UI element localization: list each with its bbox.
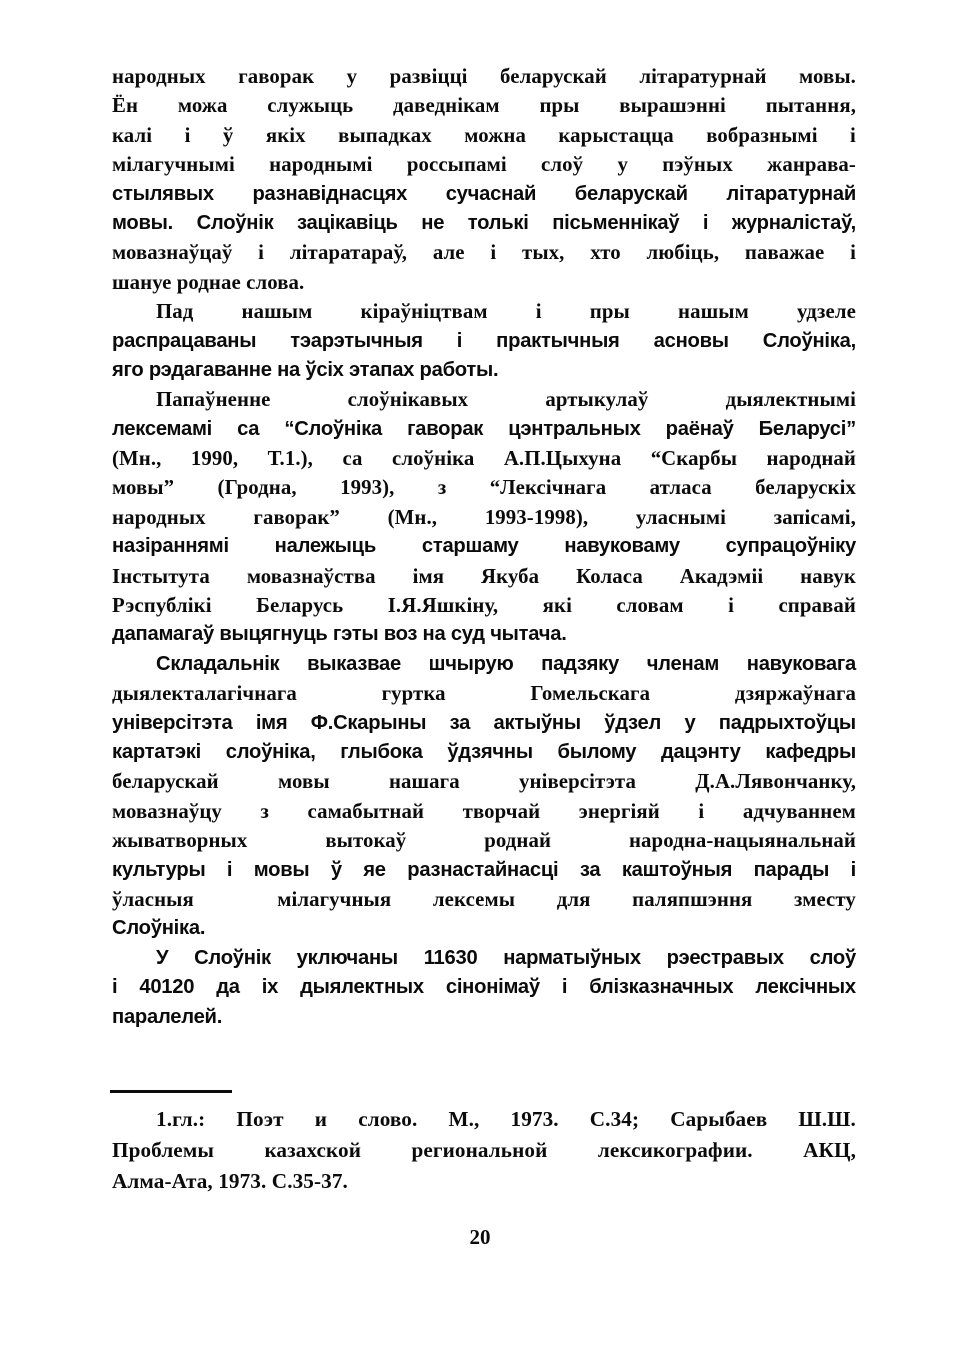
word: і [850, 123, 856, 147]
word: энергіяй [578, 799, 660, 823]
body-line [112, 91, 856, 120]
word: (Мн., [112, 447, 162, 471]
word: лексемамі [112, 417, 212, 440]
word: гуртка [381, 682, 446, 706]
word: 1.гл.: [156, 1107, 206, 1131]
word: парады [753, 858, 830, 881]
word: ў [330, 858, 342, 881]
word: народнымі [269, 153, 373, 177]
footnote-line [112, 1104, 856, 1135]
word: глыбока [340, 740, 423, 763]
word: картатэкі [112, 740, 202, 763]
word: и [314, 1107, 328, 1131]
word: дацэнту [660, 740, 741, 763]
paragraph [112, 297, 856, 385]
word: С.34; [589, 1107, 640, 1131]
body-line [112, 562, 856, 591]
word: і [456, 329, 463, 352]
word: дыялекталагічнага [112, 682, 297, 706]
body-line [112, 885, 856, 914]
word: нарматыўных [503, 946, 641, 969]
word: калі [112, 123, 153, 147]
footnote-line: Алма-Ата, 1973. С.35-37. [112, 1169, 348, 1193]
word: якіх [265, 123, 306, 147]
word: “Лексічнага [489, 476, 607, 500]
word: стылявых [112, 182, 214, 205]
body-line [112, 944, 856, 973]
word: тых, [522, 241, 565, 265]
word: мовы. [799, 65, 856, 88]
word: нашага [388, 770, 460, 794]
word: адчуваннем [742, 799, 856, 823]
word: Т.1.), [267, 447, 313, 471]
word: Ён [112, 94, 139, 118]
word: блізказначных [589, 976, 734, 999]
body-line [112, 856, 856, 885]
word: цэнтральных [508, 417, 641, 440]
word: дыялектных [300, 976, 424, 999]
word: рэестравых [666, 946, 784, 969]
word: казахской [264, 1138, 362, 1162]
word: кафедры [765, 740, 856, 763]
word: і [702, 211, 709, 234]
word: мовазнаўства [246, 564, 376, 588]
word: пры [589, 300, 630, 324]
word: “Скарбы [650, 447, 738, 471]
word: атласа [649, 476, 712, 500]
word: у [684, 711, 696, 734]
word: карыстацца [558, 123, 674, 147]
word: можа [177, 94, 228, 118]
body-line [112, 444, 856, 473]
word: раёнаў [665, 417, 734, 440]
word: пэўных [662, 153, 733, 177]
word: ў [222, 123, 234, 147]
word: пытання, [765, 94, 856, 118]
word: лексемы [432, 887, 516, 911]
word: іх [261, 976, 279, 999]
word: У [156, 946, 169, 969]
word: Слоўніка, [762, 329, 856, 352]
word: АКЦ, [803, 1138, 856, 1162]
body-line: яго рэдагаванне на ўсіх этапах работы. [112, 358, 499, 381]
word: служыць [267, 94, 354, 118]
word: мовазнаўцаў [112, 241, 233, 265]
word: належыць [274, 535, 376, 558]
page-number: 20 [469, 1225, 491, 1249]
word: народна-нацыянальнай [628, 829, 856, 853]
word: артыкулаў [545, 388, 649, 412]
word: ўдзячны [447, 740, 533, 763]
word: былому [557, 740, 637, 763]
word: паважае [744, 241, 825, 265]
body-line [112, 709, 856, 738]
word: региональной [411, 1138, 548, 1162]
word: запісамі, [773, 505, 856, 529]
word: да [216, 976, 240, 999]
body-line [112, 797, 856, 826]
word: навуковаму [564, 535, 680, 558]
word: тэарэтычныя [290, 329, 423, 352]
word: імя [255, 711, 288, 734]
word: Ш.Ш. [798, 1107, 856, 1131]
word: А.П.Цыхуна [503, 447, 622, 471]
word: і [698, 799, 705, 823]
word: лексикографии. [597, 1138, 753, 1162]
word: уласнымі [635, 505, 727, 529]
word: культуры [112, 858, 206, 881]
word: жыватворных [112, 829, 248, 853]
word: каштоўныя [621, 858, 733, 881]
word: ўласныя [112, 887, 194, 911]
paragraph [112, 385, 856, 650]
word: за [579, 858, 601, 881]
word: можна [464, 123, 526, 147]
word: гаворак” [253, 505, 340, 529]
paragraph [112, 650, 856, 944]
word: развіцці [389, 65, 468, 88]
body-line [112, 650, 856, 679]
word: падзяку [541, 652, 620, 675]
word: даведнікам [393, 94, 500, 118]
word: не [421, 211, 445, 234]
word: россыпамі [406, 153, 507, 177]
word: Акадэміі [679, 564, 764, 588]
word: выказвае [307, 652, 401, 675]
word: актыўны [493, 711, 581, 734]
word: Якуба [481, 564, 540, 588]
body-line: Слоўніка. [112, 917, 206, 940]
word: словам [616, 594, 684, 618]
word: пры [539, 94, 580, 118]
word: журналістаў, [731, 211, 856, 234]
word: 11630 [423, 946, 478, 969]
body-text [112, 62, 856, 1032]
word: і [561, 976, 568, 999]
word: мовы. [112, 211, 174, 234]
word: нашым [241, 300, 313, 324]
word: мовы” [112, 476, 175, 500]
word: беларускіх [755, 476, 856, 500]
word: Папаўненне [156, 388, 271, 412]
word: слово. [358, 1107, 418, 1131]
body-line: шануе роднае слова. [112, 270, 305, 294]
word: справай [778, 594, 856, 618]
word: сучаснай [445, 182, 537, 205]
word: зацікавіць [297, 211, 398, 234]
word: літаратурнай [726, 182, 856, 205]
word: у [617, 153, 628, 177]
word: распрацаваны [112, 329, 257, 352]
word: мовы [253, 858, 310, 881]
word: са [237, 417, 260, 440]
word: слоў [541, 153, 584, 177]
word: мовазнаўцу [112, 799, 222, 823]
word: Проблемы [112, 1138, 214, 1162]
footnote-block [112, 1104, 856, 1197]
footnote-line [112, 1135, 856, 1166]
word: Коласа [576, 564, 643, 588]
word: і [850, 241, 856, 265]
word: Слоўнік [196, 211, 274, 234]
word: (Мн., [387, 505, 438, 529]
word: шчырую [428, 652, 514, 675]
body-line [112, 150, 856, 179]
word: Беларусі” [758, 417, 856, 440]
word: слоўніка, [225, 740, 316, 763]
word: і [850, 858, 856, 881]
body-line [112, 297, 856, 326]
paragraph [112, 62, 856, 297]
word: сінонімаў [445, 976, 540, 999]
word: Пад [156, 300, 194, 324]
word: Поэт [236, 1107, 284, 1131]
word: паляпшэння [632, 887, 753, 911]
word: жанрава- [767, 153, 856, 177]
word: асновы [653, 329, 729, 352]
word: Рэспублікі [112, 594, 212, 618]
word: беларускай [500, 65, 607, 88]
paragraph [112, 944, 856, 1032]
word: пісьменнікаў [552, 211, 680, 234]
word: беларускай [112, 770, 219, 794]
word: мілагучныя [277, 887, 392, 911]
word: беларускай [574, 182, 688, 205]
word: народнай [766, 447, 856, 471]
word: гаворак [238, 65, 315, 88]
word: слоў [809, 946, 856, 969]
word: літаратараў, [289, 241, 408, 265]
word: слоўніка [392, 447, 475, 471]
word: імя [412, 564, 445, 588]
body-line [112, 62, 856, 91]
word: Ф.Скарыны [310, 711, 427, 734]
word: разнастайнасці [407, 858, 559, 881]
word: гаворак [407, 417, 484, 440]
word: у [346, 65, 358, 88]
word: за [449, 711, 471, 734]
word: народных [112, 65, 206, 88]
word: роднай [484, 829, 552, 853]
word: Сарыбаев [670, 1107, 768, 1131]
word: і [112, 976, 118, 999]
word: вобразнымі [706, 123, 818, 147]
word: 1973. [510, 1107, 559, 1131]
body-line [112, 473, 856, 502]
word: ўдзел [604, 711, 662, 734]
word: любіць, [646, 241, 720, 265]
word: і [535, 300, 542, 324]
word: 1993-1998), [484, 505, 589, 529]
body-line [112, 532, 856, 561]
body-line: паралелей. [112, 1005, 223, 1028]
word: літаратурнай [639, 65, 767, 88]
body-line [112, 503, 856, 532]
word: універсітэта [112, 711, 233, 734]
word: Д.А.Лявончанку, [695, 770, 856, 794]
body-line [112, 591, 856, 620]
word: назіраннямі [112, 535, 229, 558]
body-line [112, 327, 856, 356]
body-line [112, 738, 856, 767]
word: вырашэнні [619, 94, 726, 118]
word: членам [646, 652, 720, 675]
word: які [542, 594, 572, 618]
word: мовы [278, 770, 330, 794]
word: вытокаў [325, 829, 407, 853]
word: Інстытута [112, 564, 210, 588]
body-line [112, 767, 856, 796]
body-line [112, 121, 856, 150]
word: уключаны [296, 946, 398, 969]
word: навуковага [746, 652, 856, 675]
word: і [184, 123, 191, 147]
body-line [112, 973, 856, 1002]
word: Слоўнік [194, 946, 271, 969]
body-line [112, 385, 856, 414]
word: з [437, 476, 447, 500]
word: 40120 [139, 976, 195, 999]
body-line [112, 415, 856, 444]
word: але [432, 241, 465, 265]
word: М., [448, 1107, 480, 1131]
word: І.Я.Яшкіну, [387, 594, 499, 618]
word: навук [800, 564, 856, 588]
word: “Слоўніка [284, 417, 383, 440]
footnote-separator-rule [110, 1090, 232, 1093]
word: самабытнай [307, 799, 425, 823]
body-line [112, 209, 856, 238]
word: дзяржаўнага [734, 682, 856, 706]
word: мілагучнымі [112, 153, 235, 177]
word: выпадках [338, 123, 432, 147]
word: кіраўніцтвам [360, 300, 488, 324]
word: Складальнік [156, 652, 280, 675]
body-line [112, 238, 856, 267]
word: старшаму [421, 535, 519, 558]
word: яе [363, 858, 386, 881]
word: народных [112, 505, 206, 529]
word: і [490, 241, 497, 265]
word: і [258, 241, 265, 265]
word: Беларусь [256, 594, 344, 618]
word: універсітэта [518, 770, 636, 794]
word: удзеле [797, 300, 856, 324]
word: разнавіднасцях [252, 182, 408, 205]
body-line: дапамагаў выцягнуць гэты воз на суд чытача. [112, 623, 567, 646]
word: супрацоўніку [725, 535, 856, 558]
word: Гомельскага [530, 682, 651, 706]
body-line [112, 180, 856, 209]
word: 1990, [190, 447, 239, 471]
word: (Гродна, [217, 476, 297, 500]
body-line [112, 679, 856, 708]
body-line [112, 826, 856, 855]
word: зместу [794, 887, 856, 911]
word: хто [590, 241, 621, 265]
word: нашым [678, 300, 749, 324]
word: лексічных [755, 976, 856, 999]
word: слоўнікавых [347, 388, 469, 412]
word: практычныя [496, 329, 620, 352]
word: падрыхтоўцы [718, 711, 856, 734]
word: са [342, 447, 363, 471]
word: толькі [467, 211, 529, 234]
word: і [226, 858, 233, 881]
word: творчай [462, 799, 541, 823]
word: і [728, 594, 734, 618]
word: дыялектнымі [725, 388, 856, 412]
word: 1993), [340, 476, 395, 500]
word: з [260, 799, 269, 823]
word: для [556, 887, 591, 911]
